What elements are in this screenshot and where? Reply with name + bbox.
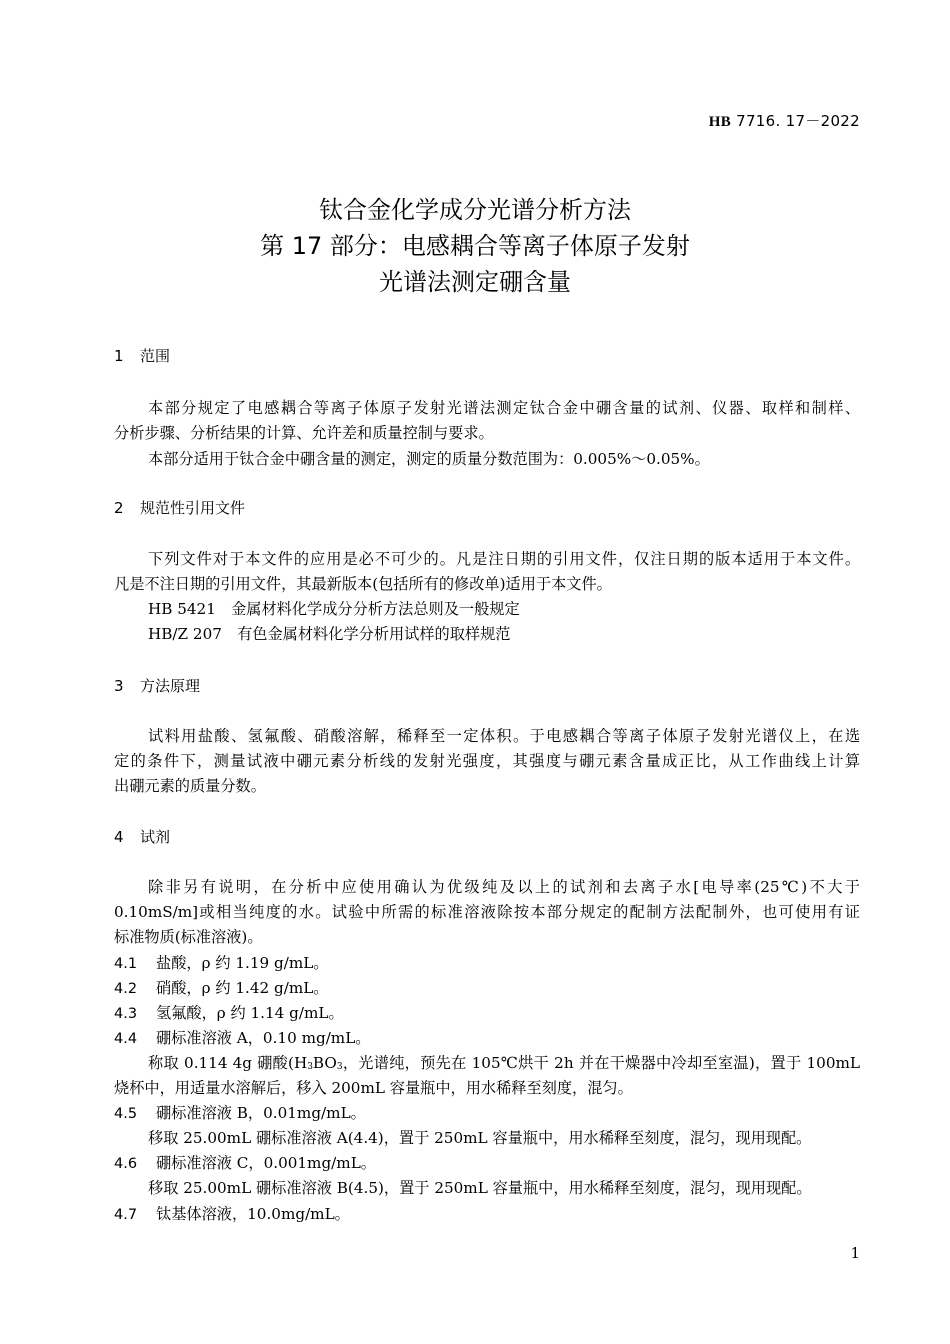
section-2-paragraph-1: 下列文件对于本文件的应用是必不可少的。凡是注日期的引用文件，仅注日期的版本适用于本文件。: [148, 550, 860, 568]
item-4-4-description-cont: 烧杯中，用适量水溶解后，移入 200mL 容量瓶中，用水稀释至刻度，混匀。: [114, 1079, 633, 1097]
document-title: [0, 192, 950, 300]
section-3-paragraph-1: 试料用盐酸、氢氟酸、硝酸溶解，稀释至一定体积。于电感耦合等离子体原子发射光谱仪上，在选: [148, 727, 860, 745]
reference-hbz-207: HB/Z 207 有色金属材料化学分析用试样的取样规范: [148, 625, 511, 643]
title-line-3: 光谱法测定硼含量: [379, 268, 571, 296]
section-3-heading: 3 方法原理: [114, 677, 201, 695]
item-4-4-description: 称取 0.114 4g 硼酸($H_3BO_3$，光谱纯，预先在 105℃烘干 2h 并在干燥器中冷却至室温)，置于 100mL: [148, 1054, 860, 1072]
section-1-heading: 1 范围: [114, 347, 171, 365]
section-3-paragraph-1-end: 出硼元素的质量分数。: [114, 777, 266, 795]
item-4-5-description: 移取 25.00mL 硼标准溶液 A(4.4)，置于 250mL 容量瓶中，用水稀释至刻度，混匀，现用现配。: [148, 1129, 812, 1147]
item-4-6-description: 移取 25.00mL 硼标准溶液 B(4.5)，置于 250mL 容量瓶中，用水稀释至刻度，混匀，现用现配。: [148, 1179, 812, 1197]
item-4-1: 4.1 盐酸，ρ 约 1.19 g/mL。: [114, 954, 329, 972]
page-number: 1: [850, 1244, 860, 1262]
section-2-heading: 2 规范性引用文件: [114, 499, 246, 517]
section-4-heading: 4 试剂: [114, 828, 171, 846]
section-3-paragraph-1-cont: 定的条件下，测量试液中硼元素分析线的发射光强度，其强度与硼元素含量成正比，从工作曲线上计算: [114, 752, 860, 770]
item-4-3: 4.3 氢氟酸，ρ 约 1.14 g/mL。: [114, 1004, 344, 1022]
section-1-paragraph-1-cont: 分析步骤、分析结果的计算、允许差和质量控制与要求。: [114, 424, 494, 442]
item-4-6: 4.6 硼标准溶液 C，0.001mg/mL。: [114, 1154, 376, 1172]
item-4-7: 4.7 钛基体溶液，10.0mg/mL。: [114, 1205, 350, 1223]
section-1-paragraph-1: 本部分规定了电感耦合等离子体原子发射光谱法测定钛合金中硼含量的试剂、仪器、取样和制样、: [148, 399, 860, 417]
item-4-5: 4.5 硼标准溶液 B，0.01mg/mL。: [114, 1104, 366, 1122]
section-1-paragraph-2: 本部分适用于钛合金中硼含量的测定，测定的质量分数范围为：0.005%～0.05%。: [148, 450, 710, 468]
item-4-2: 4.2 硝酸，ρ 约 1.42 g/mL。: [114, 979, 329, 997]
section-4-paragraph-1-cont: 0.10mS/m]或相当纯度的水。试验中所需的标准溶液除按本部分规定的配制方法配制外，也可使用有证: [114, 903, 860, 921]
section-4-paragraph-1: 除非另有说明，在分析中应使用确认为优级纯及以上的试剂和去离子水[电导率(25℃)不大于: [148, 878, 860, 896]
standard-prefix: HB: [708, 114, 732, 130]
standard-code: 7716. 17－2022: [736, 112, 860, 130]
standard-number: [709, 110, 860, 131]
title-line-1: 钛合金化学成分光谱分析方法: [319, 196, 631, 224]
reference-hb-5421: HB 5421 金属材料化学成分分析方法总则及一般规定: [148, 600, 520, 618]
item-4-4: 4.4 硼标准溶液 A，0.10 mg/mL。: [114, 1029, 371, 1047]
section-2-paragraph-1-cont: 凡是不注日期的引用文件，其最新版本(包括所有的修改单)适用于本文件。: [114, 575, 612, 593]
section-4-paragraph-1-end: 标准物质(标准溶液)。: [114, 928, 263, 946]
title-line-2: 第 17 部分：电感耦合等离子体原子发射: [260, 232, 690, 260]
